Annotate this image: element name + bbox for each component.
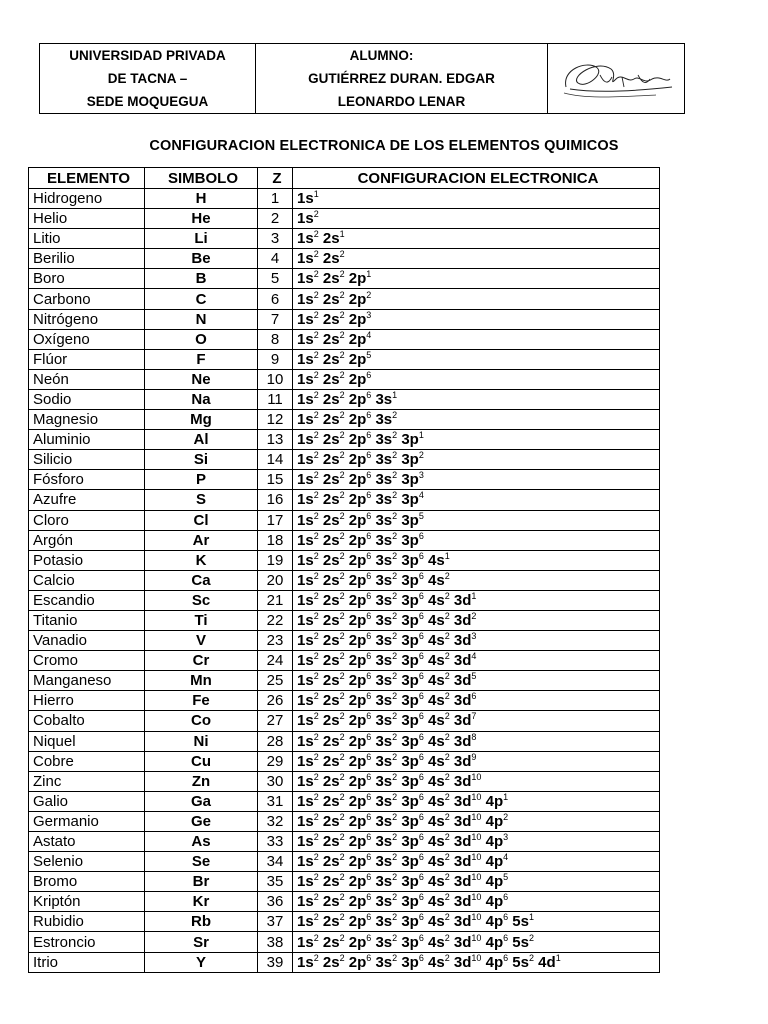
element-name-cell: Germanio — [29, 811, 145, 831]
configuration-cell: $1s^2$ $2s^2$ $2p^6$ $3s^2$ $3p^6$ $4s^2$ $3d^{10}$ $4p^6$ $5s^2$ — [293, 932, 660, 952]
element-name-cell: Berilio — [29, 249, 145, 269]
element-name-cell: Fósforo — [29, 470, 145, 490]
element-name-cell: Niquel — [29, 731, 145, 751]
configuration-cell: $1s^2$ $2s^2$ $2p^1$ — [293, 269, 660, 289]
symbol-cell: Kr — [145, 892, 258, 912]
element-name-cell: Argón — [29, 530, 145, 550]
atomic-number-cell: 35 — [258, 872, 293, 892]
atomic-number-cell: 10 — [258, 369, 293, 389]
atomic-number-cell: 28 — [258, 731, 293, 751]
atomic-number-cell: 20 — [258, 570, 293, 590]
configuration-cell: $1s^2$ $2s^2$ $2p^6$ $3s^2$ $3p^6$ $4s^2$ $3d^{10}$ $4p^2$ — [293, 811, 660, 831]
configuration-cell: $1s^2$ $2s^2$ $2p^6$ $3s^2$ $3p^6$ $4s^2$ — [293, 570, 660, 590]
atomic-number-cell: 2 — [258, 209, 293, 229]
configuration-cell: $1s^2$ $2s^2$ $2p^6$ $3s^2$ $3p^1$ — [293, 430, 660, 450]
element-name-cell: Flúor — [29, 349, 145, 369]
atomic-number-cell: 33 — [258, 832, 293, 852]
element-name-cell: Zinc — [29, 771, 145, 791]
element-name-cell: Nitrógeno — [29, 309, 145, 329]
symbol-cell: Br — [145, 872, 258, 892]
table-row — [29, 711, 660, 731]
atomic-number-cell: 27 — [258, 711, 293, 731]
symbol-cell: Ar — [145, 530, 258, 550]
table-row — [29, 369, 660, 389]
element-name-cell: Litio — [29, 229, 145, 249]
symbol-cell: Sc — [145, 590, 258, 610]
student-cell — [256, 44, 548, 114]
table-row — [29, 791, 660, 811]
atomic-number-cell: 16 — [258, 490, 293, 510]
atomic-number-cell: 25 — [258, 671, 293, 691]
symbol-cell: Sr — [145, 932, 258, 952]
element-name-cell: Bromo — [29, 872, 145, 892]
table-row — [29, 269, 660, 289]
configuration-cell: $1s^2$ $2s^2$ $2p^6$ $3s^2$ $3p^6$ $4s^2$ $3d^4$ — [293, 651, 660, 671]
table-header-row — [29, 168, 660, 189]
element-name-cell: Vanadio — [29, 631, 145, 651]
element-name-cell: Manganeso — [29, 671, 145, 691]
element-name-cell: Neón — [29, 369, 145, 389]
symbol-cell: Li — [145, 229, 258, 249]
configuration-cell: $1s^2$ $2s^2$ $2p^6$ $3s^2$ $3p^6$ $4s^2$ $3d^3$ — [293, 631, 660, 651]
configuration-cell: $1s^2$ $2s^2$ $2p^6$ $3s^2$ $3p^6$ $4s^2$ $3d^{10}$ $4p^4$ — [293, 852, 660, 872]
configuration-cell: $1s^2$ $2s^2$ — [293, 249, 660, 269]
table-row — [29, 832, 660, 852]
atomic-number-cell: 4 — [258, 249, 293, 269]
configuration-cell: $1s^2$ $2s^2$ $2p^6$ $3s^2$ $3p^6$ $4s^2$ $3d^{10}$ — [293, 771, 660, 791]
table-row — [29, 389, 660, 409]
atomic-number-cell: 8 — [258, 329, 293, 349]
header-table — [39, 43, 685, 114]
element-name-cell: Cobre — [29, 751, 145, 771]
configuration-cell: $1s^2$ — [293, 209, 660, 229]
element-name-cell: Hierro — [29, 691, 145, 711]
atomic-number-cell: 38 — [258, 932, 293, 952]
atomic-number-cell: 13 — [258, 430, 293, 450]
symbol-cell: Mg — [145, 410, 258, 430]
symbol-cell: S — [145, 490, 258, 510]
column-header-z: Z — [258, 168, 293, 189]
element-name-cell: Carbono — [29, 289, 145, 309]
symbol-cell: Zn — [145, 771, 258, 791]
element-name-cell: Cobalto — [29, 711, 145, 731]
column-header-config: CONFIGURACION ELECTRONICA — [293, 168, 660, 189]
university-cell — [40, 44, 256, 114]
table-row — [29, 671, 660, 691]
atomic-number-cell: 5 — [258, 269, 293, 289]
symbol-cell: B — [145, 269, 258, 289]
configuration-cell: $1s^2$ $2s^2$ $2p^6$ $3s^2$ $3p^6$ $4s^2$ $3d^{10}$ $4p^3$ — [293, 832, 660, 852]
configuration-cell: $1s^2$ $2s^2$ $2p^6$ $3s^2$ $3p^6$ $4s^2$ $3d^{10}$ $4p^6$ $5s^1$ — [293, 912, 660, 932]
symbol-cell: Cl — [145, 510, 258, 530]
element-name-cell: Magnesio — [29, 410, 145, 430]
atomic-number-cell: 12 — [258, 410, 293, 430]
symbol-cell: As — [145, 832, 258, 852]
element-name-cell: Azufre — [29, 490, 145, 510]
configuration-cell: $1s^2$ $2s^2$ $2p^6$ $3s^2$ $3p^5$ — [293, 510, 660, 530]
element-name-cell: Aluminio — [29, 430, 145, 450]
column-header-element: ELEMENTO — [29, 168, 145, 189]
table-row — [29, 430, 660, 450]
table-row — [29, 811, 660, 831]
atomic-number-cell: 14 — [258, 450, 293, 470]
element-name-cell: Cromo — [29, 651, 145, 671]
atomic-number-cell: 37 — [258, 912, 293, 932]
table-row — [29, 731, 660, 751]
element-name-cell: Potasio — [29, 550, 145, 570]
configuration-cell: $1s^2$ $2s^2$ $2p^6$ $3s^2$ — [293, 410, 660, 430]
atomic-number-cell: 17 — [258, 510, 293, 530]
table-row — [29, 189, 660, 209]
symbol-cell: Si — [145, 450, 258, 470]
configuration-cell: $1s^2$ $2s^2$ $2p^6$ $3s^2$ $3p^6$ $4s^2$ $3d^{10}$ $4p^6$ $5s^2$ $4d^1$ — [293, 952, 660, 972]
table-row — [29, 410, 660, 430]
table-row — [29, 450, 660, 470]
element-name-cell: Hidrogeno — [29, 189, 145, 209]
table-row — [29, 771, 660, 791]
symbol-cell: Se — [145, 852, 258, 872]
symbol-cell: Cu — [145, 751, 258, 771]
configuration-cell: $1s^2$ $2s^2$ $2p^2$ — [293, 289, 660, 309]
atomic-number-cell: 19 — [258, 550, 293, 570]
configuration-cell: $1s^2$ $2s^2$ $2p^6$ $3s^2$ $3p^6$ $4s^1$ — [293, 550, 660, 570]
atomic-number-cell: 31 — [258, 791, 293, 811]
configuration-cell: $1s^2$ $2s^2$ $2p^4$ — [293, 329, 660, 349]
table-row — [29, 570, 660, 590]
table-row — [29, 510, 660, 530]
table-row — [29, 912, 660, 932]
table-row — [29, 631, 660, 651]
atomic-number-cell: 32 — [258, 811, 293, 831]
atomic-number-cell: 34 — [258, 852, 293, 872]
table-row — [29, 932, 660, 952]
atomic-number-cell: 29 — [258, 751, 293, 771]
symbol-cell: N — [145, 309, 258, 329]
atomic-number-cell: 9 — [258, 349, 293, 369]
symbol-cell: Ge — [145, 811, 258, 831]
table-row — [29, 309, 660, 329]
element-name-cell: Escandio — [29, 590, 145, 610]
symbol-cell: F — [145, 349, 258, 369]
element-name-cell: Selenio — [29, 852, 145, 872]
symbol-cell: He — [145, 209, 258, 229]
table-row — [29, 209, 660, 229]
configuration-cell: $1s^1$ — [293, 189, 660, 209]
configuration-cell: $1s^2$ $2s^2$ $2p^6$ $3s^2$ $3p^6$ $4s^2$ $3d^8$ — [293, 731, 660, 751]
element-name-cell: Cloro — [29, 510, 145, 530]
table-row — [29, 470, 660, 490]
element-name-cell: Sodio — [29, 389, 145, 409]
configuration-cell: $1s^2$ $2s^2$ $2p^6$ $3s^2$ $3p^6$ $4s^2$ $3d^2$ — [293, 610, 660, 630]
atomic-number-cell: 36 — [258, 892, 293, 912]
atomic-number-cell: 6 — [258, 289, 293, 309]
symbol-cell: Fe — [145, 691, 258, 711]
configuration-cell: $1s^2$ $2s^2$ $2p^6$ $3s^2$ $3p^4$ — [293, 490, 660, 510]
symbol-cell: Al — [145, 430, 258, 450]
symbol-cell: Rb — [145, 912, 258, 932]
table-row — [29, 651, 660, 671]
element-name-cell: Itrio — [29, 952, 145, 972]
atomic-number-cell: 26 — [258, 691, 293, 711]
configuration-cell: $1s^2$ $2s^2$ $2p^6$ $3s^2$ $3p^6$ $4s^2$ $3d^1$ — [293, 590, 660, 610]
symbol-cell: Na — [145, 389, 258, 409]
atomic-number-cell: 24 — [258, 651, 293, 671]
symbol-cell: H — [145, 189, 258, 209]
table-row — [29, 490, 660, 510]
element-name-cell: Galio — [29, 791, 145, 811]
symbol-cell: Ni — [145, 731, 258, 751]
element-name-cell: Helio — [29, 209, 145, 229]
configuration-cell: $1s^2$ $2s^2$ $2p^5$ — [293, 349, 660, 369]
configuration-cell: $1s^2$ $2s^2$ $2p^6$ $3s^2$ $3p^6$ $4s^2$ $3d^9$ — [293, 751, 660, 771]
configuration-cell: $1s^2$ $2s^2$ $2p^6$ $3s^2$ $3p^3$ — [293, 470, 660, 490]
table-row — [29, 590, 660, 610]
element-name-cell: Estroncio — [29, 932, 145, 952]
symbol-cell: K — [145, 550, 258, 570]
symbol-cell: Ne — [145, 369, 258, 389]
symbol-cell: Mn — [145, 671, 258, 691]
table-row — [29, 691, 660, 711]
symbol-cell: O — [145, 329, 258, 349]
alumno-label: ALUMNO: — [349, 48, 414, 63]
table-row — [29, 249, 660, 269]
configuration-cell: $1s^2$ $2s^1$ — [293, 229, 660, 249]
symbol-cell: Co — [145, 711, 258, 731]
symbol-cell: Ga — [145, 791, 258, 811]
table-row — [29, 289, 660, 309]
table-row — [29, 329, 660, 349]
configuration-cell: $1s^2$ $2s^2$ $2p^6$ $3s^2$ $3p^6$ $4s^2$ $3d^{10}$ $4p^6$ — [293, 892, 660, 912]
table-row — [29, 852, 660, 872]
table-row — [29, 349, 660, 369]
table-row — [29, 952, 660, 972]
configuration-cell: $1s^2$ $2s^2$ $2p^3$ — [293, 309, 660, 329]
configuration-cell: $1s^2$ $2s^2$ $2p^6$ — [293, 369, 660, 389]
student-name-line-2: LEONARDO LENAR — [337, 94, 466, 109]
atomic-number-cell: 21 — [258, 590, 293, 610]
table-row — [29, 229, 660, 249]
configuration-cell: $1s^2$ $2s^2$ $2p^6$ $3s^2$ $3p^6$ $4s^2$ $3d^6$ — [293, 691, 660, 711]
atomic-number-cell: 39 — [258, 952, 293, 972]
elements-table — [28, 167, 660, 973]
table-row — [29, 892, 660, 912]
element-name-cell: Boro — [29, 269, 145, 289]
symbol-cell: V — [145, 631, 258, 651]
signature-image — [556, 49, 676, 103]
configuration-cell: $1s^2$ $2s^2$ $2p^6$ $3s^2$ $3p^6$ $4s^2$ $3d^{10}$ $4p^1$ — [293, 791, 660, 811]
element-name-cell: Calcio — [29, 570, 145, 590]
configuration-cell: $1s^2$ $2s^2$ $2p^6$ $3s^1$ — [293, 389, 660, 409]
element-name-cell: Rubidio — [29, 912, 145, 932]
configuration-cell: $1s^2$ $2s^2$ $2p^6$ $3s^2$ $3p^6$ $4s^2$ $3d^7$ — [293, 711, 660, 731]
column-header-symbol: SIMBOLO — [145, 168, 258, 189]
atomic-number-cell: 11 — [258, 389, 293, 409]
element-name-cell: Titanio — [29, 610, 145, 630]
atomic-number-cell: 3 — [258, 229, 293, 249]
configuration-cell: $1s^2$ $2s^2$ $2p^6$ $3s^2$ $3p^6$ $4s^2$ $3d^{10}$ $4p^5$ — [293, 872, 660, 892]
student-name-line-1: GUTIÉRREZ DURAN. EDGAR — [308, 71, 495, 86]
symbol-cell: Be — [145, 249, 258, 269]
configuration-cell: $1s^2$ $2s^2$ $2p^6$ $3s^2$ $3p^6$ $4s^2$ $3d^5$ — [293, 671, 660, 691]
symbol-cell: P — [145, 470, 258, 490]
element-name-cell: Silicio — [29, 450, 145, 470]
atomic-number-cell: 15 — [258, 470, 293, 490]
atomic-number-cell: 30 — [258, 771, 293, 791]
atomic-number-cell: 22 — [258, 610, 293, 630]
document-title: CONFIGURACION ELECTRONICA DE LOS ELEMENTOS QUIMICOS — [149, 138, 619, 154]
element-name-cell: Oxígeno — [29, 329, 145, 349]
element-name-cell: Kriptón — [29, 892, 145, 912]
signature-cell — [548, 44, 685, 114]
table-row — [29, 530, 660, 550]
university-line-3: SEDE MOQUEGUA — [86, 94, 209, 109]
symbol-cell: Ca — [145, 570, 258, 590]
symbol-cell: Ti — [145, 610, 258, 630]
configuration-cell: $1s^2$ $2s^2$ $2p^6$ $3s^2$ $3p^6$ — [293, 530, 660, 550]
configuration-cell: $1s^2$ $2s^2$ $2p^6$ $3s^2$ $3p^2$ — [293, 450, 660, 470]
symbol-cell: Cr — [145, 651, 258, 671]
table-row — [29, 610, 660, 630]
table-row — [29, 872, 660, 892]
university-line-2: DE TACNA – — [107, 71, 188, 86]
element-name-cell: Astato — [29, 832, 145, 852]
atomic-number-cell: 18 — [258, 530, 293, 550]
symbol-cell: C — [145, 289, 258, 309]
symbol-cell: Y — [145, 952, 258, 972]
atomic-number-cell: 7 — [258, 309, 293, 329]
atomic-number-cell: 1 — [258, 189, 293, 209]
table-row — [29, 550, 660, 570]
university-line-1: UNIVERSIDAD PRIVADA — [69, 48, 226, 63]
atomic-number-cell: 23 — [258, 631, 293, 651]
table-row — [29, 751, 660, 771]
